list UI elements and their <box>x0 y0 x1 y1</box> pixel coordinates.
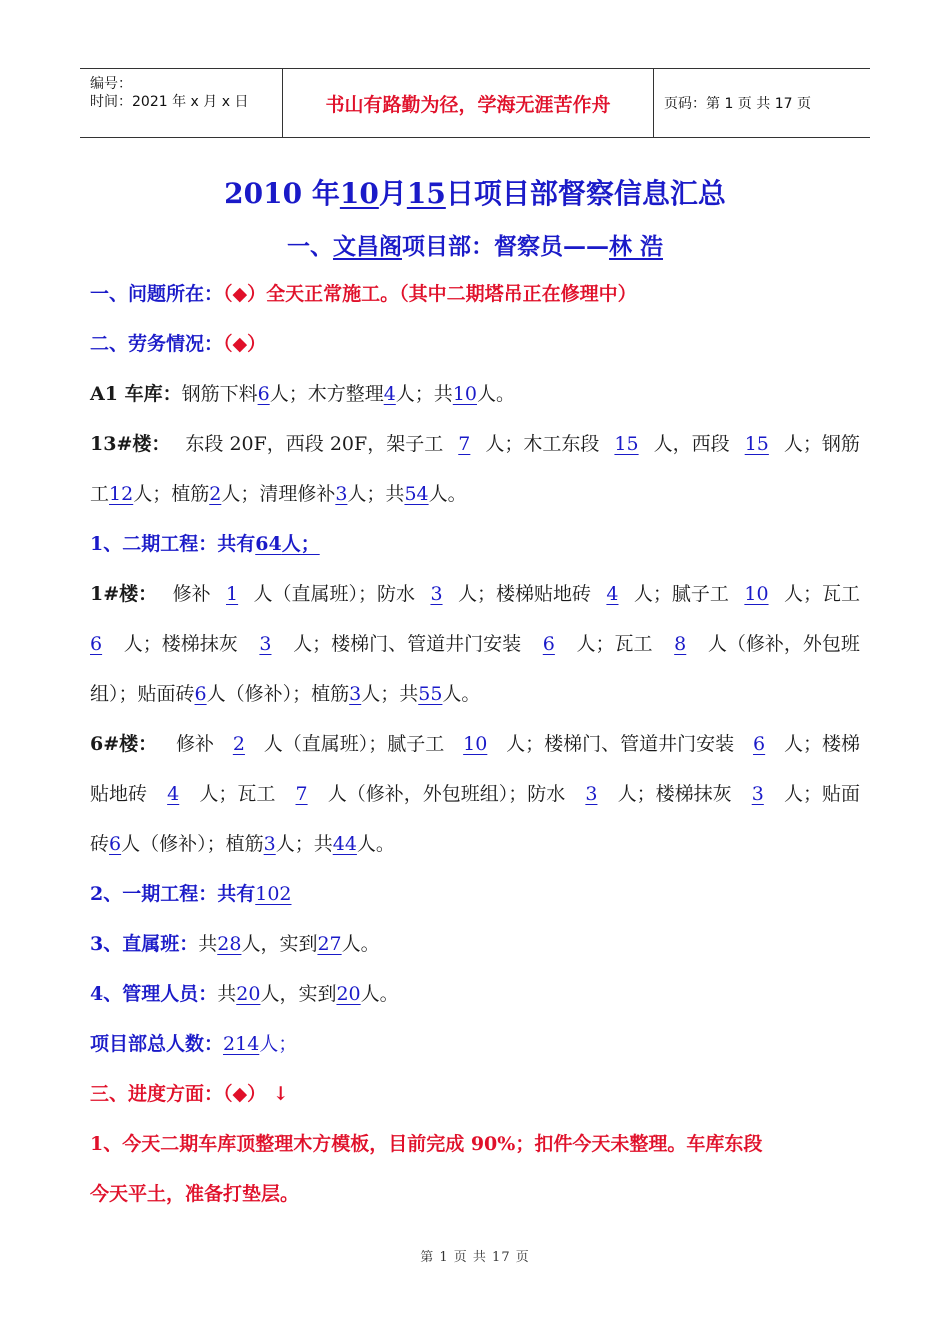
header-table <box>80 68 870 138</box>
time-label: 时间：2021 年 x 月 x 日 <box>90 94 249 110</box>
page-title: 2010 年10月15日项目部督察信息汇总 <box>224 177 726 210</box>
a1-garage-line: A1 车库：钢筋下料6人；木方整理4人；共10人。 <box>90 383 516 405</box>
building-1-line-1: 1#楼： 修补 1 人（直属班）；防水 3 人；楼梯贴地砖 4 人；腻子工 10 人；瓦工 <box>90 583 860 605</box>
phase2-line: 1、二期工程：共有64人； <box>90 533 320 555</box>
building-13-line-2: 工12人；植筋2人；清理修补3人；共54人。 <box>90 483 467 505</box>
title-month: 10 <box>339 177 379 210</box>
title-day: 15 <box>406 177 446 210</box>
page-subtitle: 一、文昌阁项目部：督察员——林 浩 <box>286 233 663 260</box>
direct-team-line: 3、直属班：共28人，实到27人。 <box>90 933 380 955</box>
building-1-line-2: 6 人；楼梯抹灰 3 人；楼梯门、管道井门安装 6 人；瓦工 8 人（修补，外包班 <box>90 633 860 655</box>
header-meta-cell <box>80 69 283 137</box>
motto: 书山有路勤为径，学海无涯苦作舟 <box>283 69 654 137</box>
problem-line: 一、问题所在：（◆）全天正常施工。（其中二期塔吊正在修理中） <box>90 283 637 305</box>
report-body <box>90 273 860 1223</box>
progress-heading: 三、进度方面：（◆） ↓ <box>90 1083 289 1105</box>
progress-item-line-1: 1、今天二期车库顶整理木方模板，目前完成 90%；扣件今天未整理。车库东段 <box>90 1133 763 1155</box>
page-label: 页码：第 1 页 共 17 页 <box>664 96 811 112</box>
management-line: 4、管理人员：共20人，实到20人。 <box>90 983 399 1005</box>
building-6-line-1: 6#楼： 修补 2 人（直属班）；腻子工 10 人；楼梯门、管道井门安装 6 人；楼梯 <box>90 733 860 755</box>
project-name: 文昌阁 <box>332 233 402 260</box>
inspector-name: 林 浩 <box>608 233 663 260</box>
labor-heading: 二、劳务情况：（◆） <box>90 333 267 355</box>
total-headcount-line: 项目部总人数：214人； <box>90 1033 298 1055</box>
building-13-line-1: 13#楼： 东段 20F，西段 20F，架子工 7 人；木工东段 15 人，西段 15 人；钢筋 <box>90 433 860 455</box>
page-footer: 第 1 页 共 17 页 <box>420 1250 530 1265</box>
building-6-line-3: 砖6人（修补）；植筋3人；共44人。 <box>90 833 395 855</box>
phase1-line: 2、一期工程：共有102 <box>90 883 292 905</box>
progress-item-line-2: 今天平土，准备打垫层。 <box>90 1183 300 1205</box>
building-6-line-2: 贴地砖 4 人；瓦工 7 人（修补，外包班组）；防水 3 人；楼梯抹灰 3 人；贴面 <box>90 783 860 805</box>
number-label: 编号： <box>90 76 132 92</box>
building-1-line-3: 组）；贴面砖6人（修补）；植筋3人；共55人。 <box>90 683 481 705</box>
down-arrow-icon: ↓ <box>272 1083 289 1105</box>
